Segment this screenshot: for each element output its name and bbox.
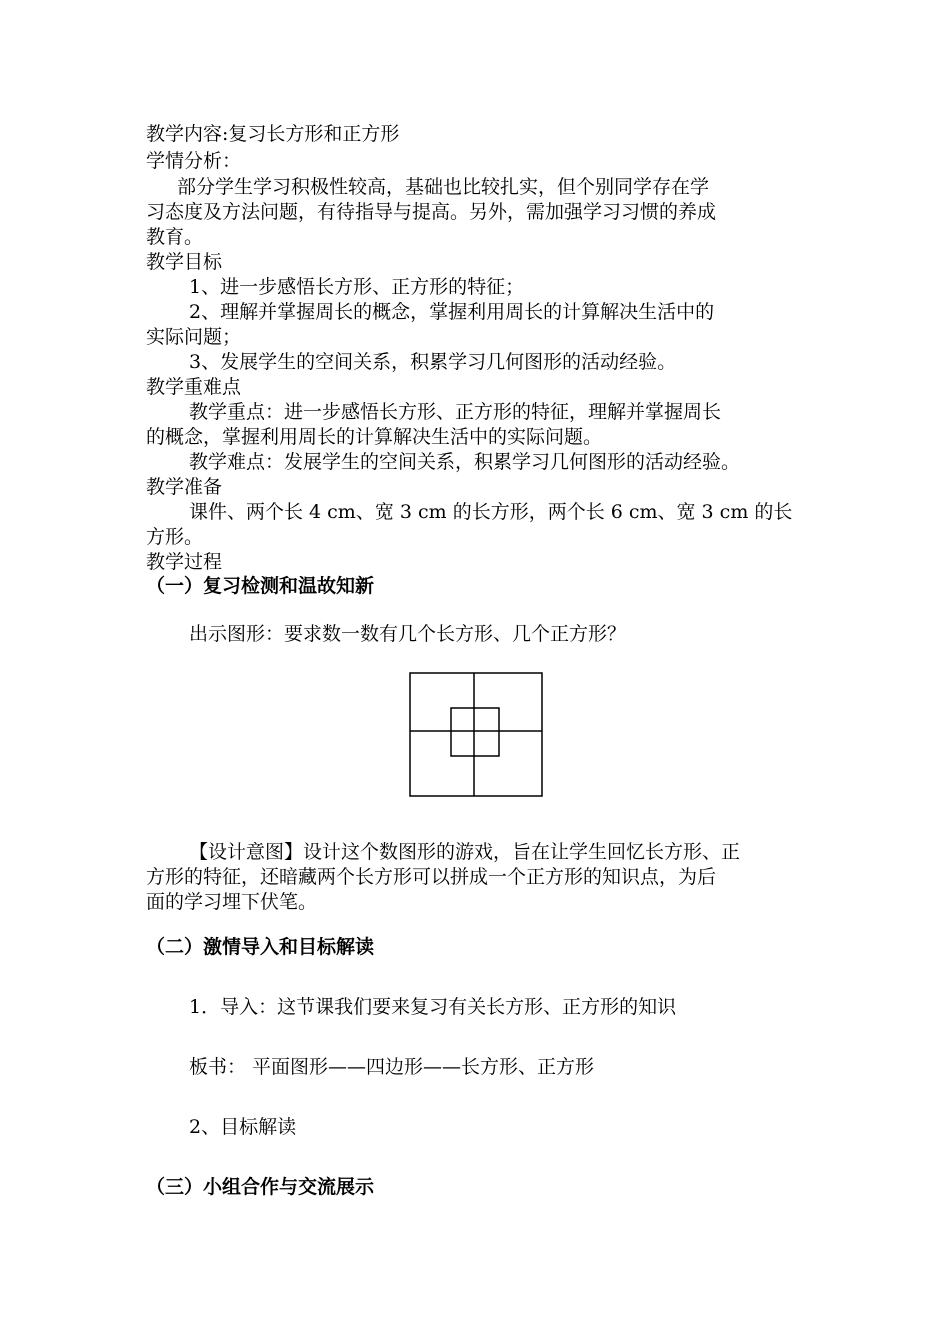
goal-2-cont: 实际问题； — [146, 326, 242, 348]
analysis-text-3: 教育。 — [146, 226, 204, 248]
learning-analysis-heading: 学情分析： — [146, 150, 242, 172]
analysis-text-2: 习态度及方法问题，有待指导与提高。另外，需加强学习习惯的养成 — [146, 201, 717, 223]
section-2-heading: （二）激情导入和目标解读 — [146, 936, 375, 958]
preparation-text: 课件、两个长 4 cm、宽 3 cm 的长方形，两个长 6 cm、宽 3 cm 的长 — [189, 501, 793, 523]
difficult-point: 教学难点：发展学生的空间关系，积累学习几何图形的活动经验。 — [189, 451, 741, 473]
key-point-cont: 的概念，掌握利用周长的计算解决生活中的实际问题。 — [146, 426, 603, 448]
design-intent-cont-1: 方形的特征，还暗藏两个长方形可以拼成一个正方形的知识点，为后 — [146, 866, 717, 888]
figure-prompt: 出示图形：要求数一数有几个长方形、几个正方形？ — [189, 623, 627, 645]
section-3-heading: （三）小组合作与交流展示 — [146, 1176, 375, 1198]
design-intent: 【设计意图】设计这个数图形的游戏，旨在让学生回忆长方形、正 — [189, 841, 741, 863]
preparation-text-cont: 方形。 — [146, 526, 204, 548]
preparation-heading: 教学准备 — [146, 476, 223, 498]
key-points-heading: 教学重难点 — [146, 376, 242, 398]
goal-3: 3、发展学生的空间关系，积累学习几何图形的活动经验。 — [189, 351, 677, 373]
section-1-heading: （一）复习检测和温故知新 — [146, 575, 375, 597]
design-intent-cont-2: 面的学习埋下伏笔。 — [146, 891, 318, 913]
teaching-content: 教学内容:复习长方形和正方形 — [146, 123, 400, 145]
goal-2: 2、理解并掌握周长的概念，掌握利用周长的计算解决生活中的 — [189, 301, 715, 323]
board-writing: 板书： 平面图形——四边形——长方形、正方形 — [189, 1056, 595, 1078]
goal-reading: 2、目标解读 — [189, 1116, 297, 1138]
intro-line: 1．导入：这节课我们要来复习有关长方形、正方形的知识 — [189, 996, 677, 1018]
inner-square — [451, 708, 499, 756]
goal-1: 1、进一步感悟长方形、正方形的特征； — [189, 276, 525, 298]
key-point: 教学重点：进一步感悟长方形、正方形的特征，理解并掌握周长 — [189, 401, 722, 423]
process-heading: 教学过程 — [146, 551, 223, 573]
outer-square — [410, 673, 542, 796]
analysis-text-1: 部分学生学习积极性较高，基础也比较扎实，但个别同学存在学 — [177, 176, 710, 198]
goals-heading: 教学目标 — [146, 251, 223, 273]
rectangles-figure — [409, 672, 545, 799]
